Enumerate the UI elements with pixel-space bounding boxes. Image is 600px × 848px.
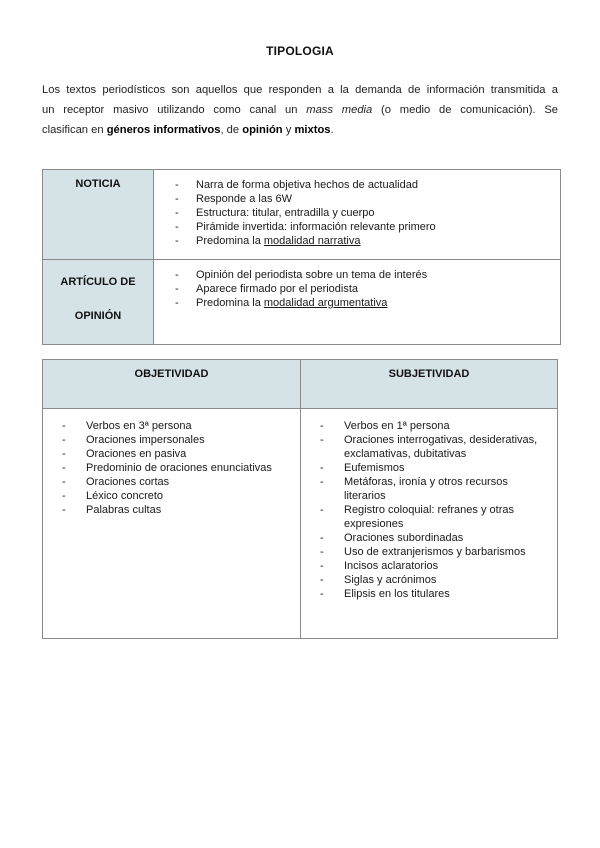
- list-item: [59, 503, 292, 517]
- articulo-heading-line: OPINIÓN: [74, 310, 122, 322]
- list-item: [172, 234, 552, 248]
- objetividad-heading-cell: [43, 360, 301, 409]
- list-item: [317, 531, 549, 545]
- list-item-text: Oraciones interrogativas, desiderativas, exclamativas, dubitativas: [344, 434, 538, 460]
- list-item-text: Pirámide invertida: información relevante primero: [196, 221, 436, 233]
- list-item: [172, 206, 552, 220]
- bullet-dash: -: [320, 560, 324, 572]
- list-item-text: Aparece firmado por el periodista: [196, 283, 359, 295]
- intro-text: clasifican en: [42, 124, 107, 136]
- subjetividad-list: [301, 409, 557, 601]
- list-item-text: Elipsis en los titulares: [344, 588, 450, 600]
- list-item-text: Opinión del periodista sobre un tema de interés: [196, 269, 428, 281]
- list-item: [317, 587, 549, 601]
- list-item-text: Uso de extranjerismos y barbarismos: [344, 546, 526, 558]
- list-item-text: Oraciones en pasiva: [86, 448, 187, 460]
- list-item: [59, 419, 292, 433]
- list-item: [317, 573, 549, 587]
- list-item-text: Oraciones impersonales: [86, 434, 205, 446]
- bullet-dash: -: [175, 221, 179, 233]
- bullet-dash: -: [175, 269, 179, 281]
- articulo-heading-line: ARTÍCULO DE: [60, 276, 136, 288]
- list-item: [172, 296, 552, 310]
- genre-informativos: géneros informativos: [106, 124, 221, 136]
- list-item-text: Predomina la: [196, 235, 264, 247]
- bullet-dash: -: [320, 462, 324, 474]
- bullet-dash: -: [175, 193, 179, 205]
- genre-mixtos: mixtos: [294, 124, 331, 136]
- articulo-heading-cell: [43, 260, 154, 345]
- list-item-text: Palabras cultas: [86, 504, 162, 516]
- list-item-text: Metáforas, ironía y otros recursos literarios: [344, 476, 508, 502]
- articulo-list: [154, 260, 560, 310]
- table-row: [43, 260, 561, 345]
- list-item: [317, 475, 549, 503]
- articulo-content-cell: [154, 260, 561, 345]
- genres-table: [42, 169, 561, 345]
- articulo-heading: [43, 260, 153, 323]
- list-item: [59, 475, 292, 489]
- list-item-text: Registro coloquial: refranes y otras expresiones: [344, 504, 514, 530]
- table-row: [43, 409, 558, 639]
- table-header-row: [43, 360, 558, 409]
- list-item: [172, 178, 552, 192]
- intro-text: , de: [220, 124, 243, 136]
- bullet-dash: -: [62, 476, 66, 488]
- bullet-dash: -: [320, 574, 324, 586]
- noticia-heading-cell: [43, 170, 154, 260]
- subjetividad-heading: SUBJETIVIDAD: [388, 368, 470, 380]
- objetividad-list: [43, 409, 300, 517]
- list-item: [317, 559, 549, 573]
- subjetividad-heading-cell: [301, 360, 558, 409]
- intro-text: (o medio de comunicación). Se: [372, 104, 558, 116]
- list-item: [172, 192, 552, 206]
- intro-paragraph: [42, 80, 558, 140]
- mass-media-term: mass media: [306, 104, 373, 116]
- genre-opinion: opinión: [242, 124, 283, 136]
- noticia-content-cell: [154, 170, 561, 260]
- list-item-text: Verbos en 1ª persona: [344, 420, 450, 432]
- subjetividad-content-cell: [301, 409, 558, 639]
- bullet-dash: -: [62, 448, 66, 460]
- list-item-text: Léxico concreto: [86, 490, 164, 502]
- list-item: [317, 461, 549, 475]
- bullet-dash: -: [62, 420, 66, 432]
- list-item: [172, 220, 552, 234]
- bullet-dash: -: [62, 504, 66, 516]
- list-item: [59, 461, 292, 475]
- noticia-list: [154, 170, 560, 248]
- list-item: [59, 433, 292, 447]
- comparison-table: [42, 359, 558, 639]
- list-item-text: Predomina la: [196, 297, 264, 309]
- list-item-text: Oraciones subordinadas: [344, 532, 464, 544]
- intro-line: [42, 80, 558, 100]
- list-item-text: Estructura: titular, entradilla y cuerpo: [196, 207, 375, 219]
- list-item-text: Eufemismos: [344, 462, 405, 474]
- list-item: [317, 433, 549, 461]
- list-item: [172, 282, 552, 296]
- list-item-text: Siglas y acrónimos: [344, 574, 437, 586]
- bullet-dash: -: [320, 532, 324, 544]
- list-item-text: Narra de forma objetiva hechos de actualidad: [196, 179, 418, 191]
- bullet-dash: -: [320, 434, 324, 446]
- list-item-text: Responde a las 6W: [196, 193, 292, 205]
- bullet-dash: -: [62, 462, 66, 474]
- bullet-dash: -: [320, 546, 324, 558]
- bullet-dash: -: [320, 588, 324, 600]
- list-item: [59, 447, 292, 461]
- bullet-dash: -: [175, 179, 179, 191]
- bullet-dash: -: [62, 490, 66, 502]
- intro-text: un receptor masivo utilizando como canal un: [42, 104, 307, 116]
- table-row: [43, 170, 561, 260]
- objetividad-content-cell: [43, 409, 301, 639]
- list-item: [317, 545, 549, 559]
- intro-text: y: [282, 124, 295, 136]
- list-item: [317, 503, 549, 531]
- page-title: TIPOLOGIA: [266, 44, 334, 58]
- intro-text: .: [330, 124, 334, 136]
- bullet-dash: -: [175, 283, 179, 295]
- noticia-heading: NOTICIA: [75, 178, 121, 190]
- list-item-text: Predominio de oraciones enunciativas: [86, 462, 272, 474]
- bullet-dash: -: [320, 504, 324, 516]
- list-item: [172, 268, 552, 282]
- list-item: [317, 419, 549, 433]
- list-item-text: Incisos aclaratorios: [344, 560, 439, 572]
- bullet-dash: -: [62, 434, 66, 446]
- list-item-text: Oraciones cortas: [86, 476, 170, 488]
- intro-line: [42, 120, 558, 140]
- modalidad-argumentativa-text: modalidad argumentativa: [263, 297, 388, 309]
- objetividad-heading: OBJETIVIDAD: [134, 368, 209, 380]
- bullet-dash: -: [175, 235, 179, 247]
- bullet-dash: -: [320, 476, 324, 488]
- intro-line: [42, 100, 558, 120]
- intro-text: Los textos periodísticos son aquellos que responden a la demanda de información transmitida a: [42, 84, 558, 96]
- list-item: [59, 489, 292, 503]
- list-item-text: Verbos en 3ª persona: [86, 420, 192, 432]
- modalidad-narrativa-text: modalidad narrativa: [263, 235, 361, 247]
- bullet-dash: -: [175, 207, 179, 219]
- bullet-dash: -: [320, 420, 324, 432]
- bullet-dash: -: [175, 297, 179, 309]
